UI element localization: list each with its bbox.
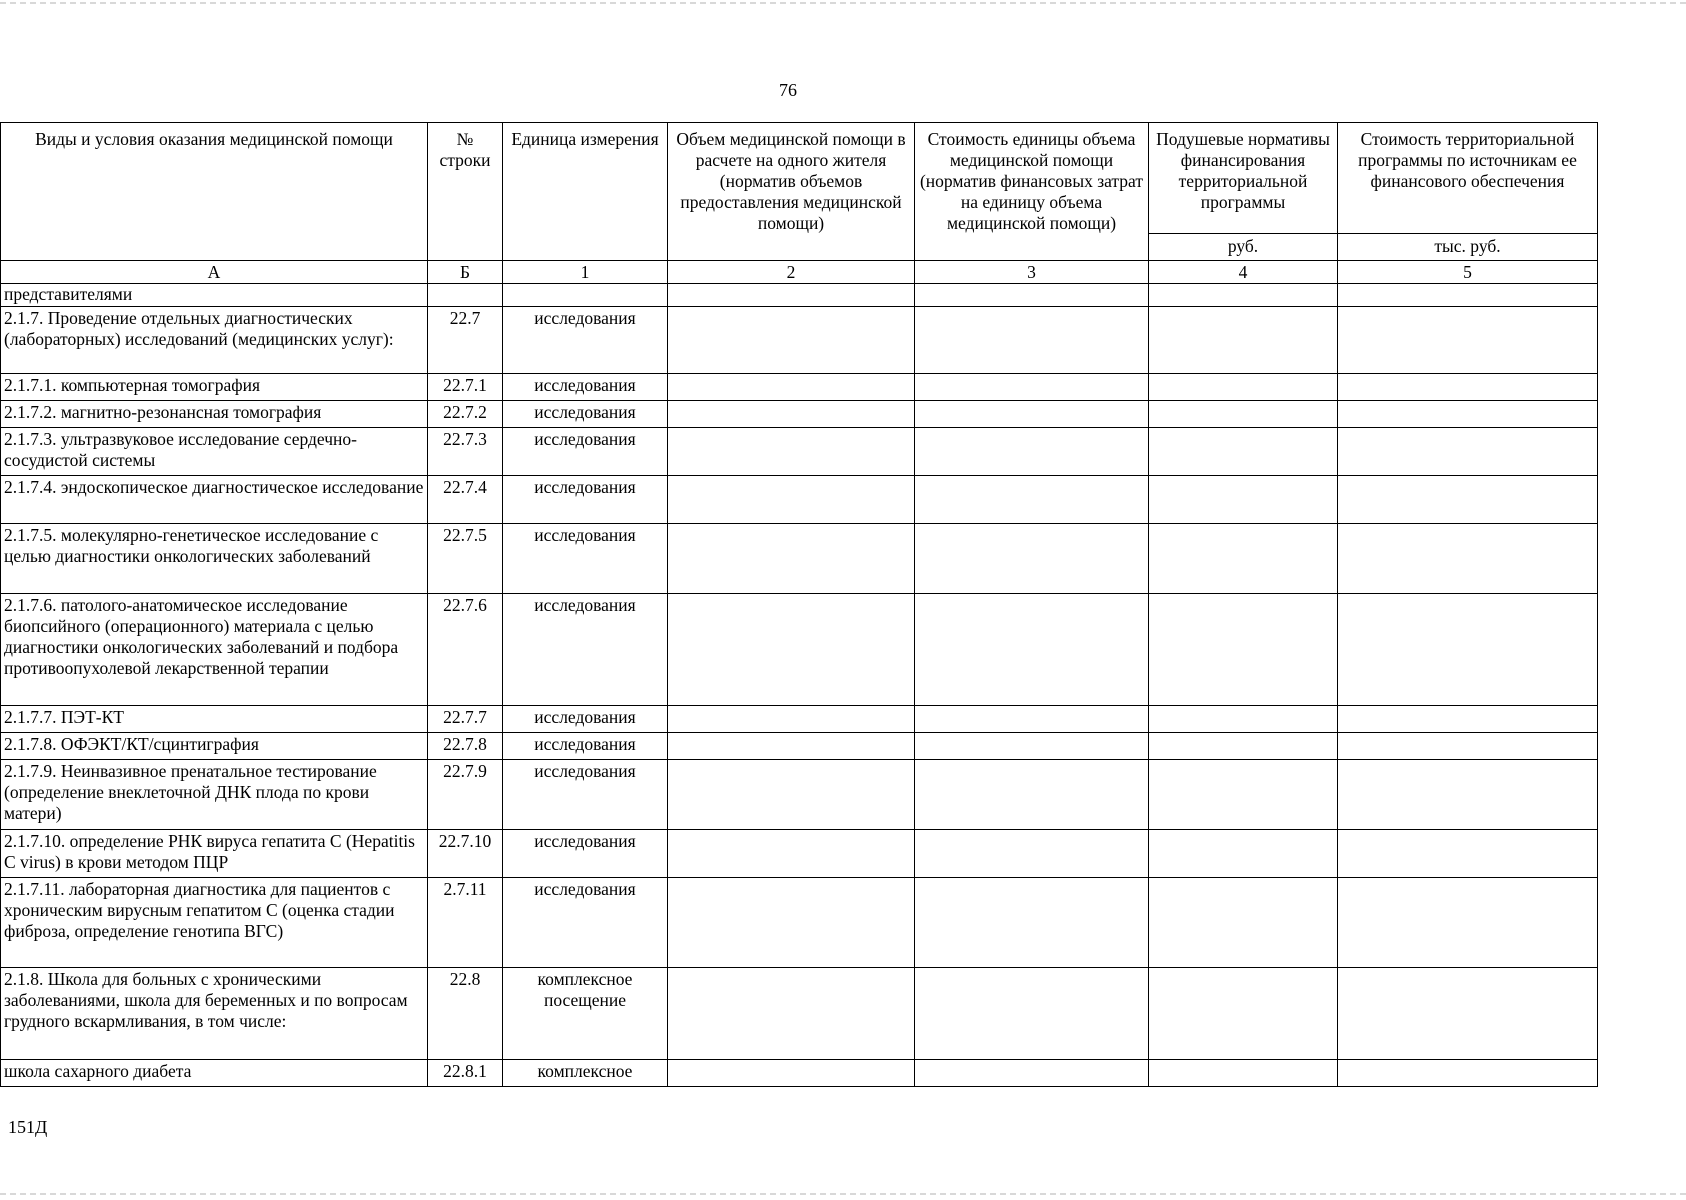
row-volume-cell	[668, 401, 915, 428]
row-program-cost-cell	[1338, 830, 1598, 878]
row-unit-cost-cell	[915, 524, 1149, 594]
row-name: 2.1.7.7. ПЭТ-КТ	[1, 706, 428, 733]
row-per-capita-cell	[1149, 374, 1338, 401]
row-unit-cost-cell	[915, 401, 1149, 428]
column-index: 5	[1338, 261, 1598, 284]
row-volume-cell	[668, 428, 915, 476]
row-unit-cost-cell	[915, 428, 1149, 476]
row-unit: исследования	[503, 706, 668, 733]
table-row	[1, 594, 1598, 706]
row-unit: комплексное посещение	[503, 968, 668, 1060]
row-number	[428, 284, 503, 307]
row-unit-cost-cell	[915, 374, 1149, 401]
row-unit: исследования	[503, 401, 668, 428]
row-name: представителями	[1, 284, 428, 307]
row-program-cost-cell	[1338, 733, 1598, 760]
header-program-cost: Стоимость территориальной программы по источникам ее финансового обеспечения	[1338, 123, 1598, 234]
table-row	[1, 706, 1598, 733]
row-program-cost-cell	[1338, 594, 1598, 706]
row-unit-cost-cell	[915, 878, 1149, 968]
header-unit: Единица измерения	[503, 123, 668, 261]
row-unit-cost-cell	[915, 1060, 1149, 1087]
row-volume-cell	[668, 594, 915, 706]
row-program-cost-cell	[1338, 476, 1598, 524]
row-volume-cell	[668, 524, 915, 594]
row-number: 22.7.2	[428, 401, 503, 428]
row-volume-cell	[668, 476, 915, 524]
row-volume-cell	[668, 374, 915, 401]
row-volume-cell	[668, 968, 915, 1060]
row-number: 22.7.3	[428, 428, 503, 476]
row-number: 2.7.11	[428, 878, 503, 968]
row-unit: исследования	[503, 428, 668, 476]
row-unit-cost-cell	[915, 760, 1149, 830]
column-index: 2	[668, 261, 915, 284]
page-number: 76	[779, 80, 797, 100]
row-program-cost-cell	[1338, 1060, 1598, 1087]
table-row	[1, 1060, 1598, 1087]
header-unit-thousand-rub: тыс. руб.	[1338, 234, 1598, 261]
table-row	[1, 307, 1598, 374]
row-program-cost-cell	[1338, 284, 1598, 307]
row-per-capita-cell	[1149, 830, 1338, 878]
row-unit: исследования	[503, 594, 668, 706]
column-index: 1	[503, 261, 668, 284]
row-name: 2.1.7.3. ультразвуковое исследование сердечно-сосудистой системы	[1, 428, 428, 476]
column-index: 3	[915, 261, 1149, 284]
row-name: 2.1.7.1. компьютерная томография	[1, 374, 428, 401]
row-program-cost-cell	[1338, 706, 1598, 733]
row-name: 2.1.7.6. патолого-анатомическое исследование биопсийного (операционного) материала с целью диагностики онкологических заболеваний и подбора противоопухолевой лекарственной терапии	[1, 594, 428, 706]
row-per-capita-cell	[1149, 878, 1338, 968]
row-volume-cell	[668, 878, 915, 968]
table-row	[1, 968, 1598, 1060]
row-program-cost-cell	[1338, 524, 1598, 594]
row-number: 22.7.5	[428, 524, 503, 594]
row-unit: исследования	[503, 374, 668, 401]
row-unit: комплексное	[503, 1060, 668, 1087]
row-volume-cell	[668, 1060, 915, 1087]
table-row	[1, 374, 1598, 401]
header-type-and-conditions: Виды и условия оказания медицинской помощи	[1, 123, 428, 261]
row-number: 22.7.6	[428, 594, 503, 706]
row-unit-cost-cell	[915, 706, 1149, 733]
medical-care-table-wrap	[0, 122, 1597, 1087]
row-per-capita-cell	[1149, 524, 1338, 594]
row-unit-cost-cell	[915, 830, 1149, 878]
table-row	[1, 476, 1598, 524]
row-per-capita-cell	[1149, 733, 1338, 760]
row-program-cost-cell	[1338, 968, 1598, 1060]
row-volume-cell	[668, 307, 915, 374]
row-name: 2.1.8. Школа для больных с хроническими заболеваниями, школа для беременных и по вопросам грудного вскармливания, в том числе:	[1, 968, 428, 1060]
row-unit: исследования	[503, 878, 668, 968]
header-per-capita-norms: Подушевые нормативы финансирования территориальной программы	[1149, 123, 1338, 234]
row-per-capita-cell	[1149, 968, 1338, 1060]
row-program-cost-cell	[1338, 428, 1598, 476]
row-unit-cost-cell	[915, 968, 1149, 1060]
row-number: 22.7	[428, 307, 503, 374]
row-per-capita-cell	[1149, 307, 1338, 374]
row-number: 22.7.8	[428, 733, 503, 760]
row-per-capita-cell	[1149, 1060, 1338, 1087]
row-program-cost-cell	[1338, 374, 1598, 401]
row-unit-cost-cell	[915, 307, 1149, 374]
row-name: 2.1.7.11. лабораторная диагностика для пациентов с хроническим вирусным гепатитом С (оценка стадии фиброза, определение генотипа ВГС)	[1, 878, 428, 968]
row-number: 22.7.1	[428, 374, 503, 401]
row-volume-cell	[668, 830, 915, 878]
row-unit: исследования	[503, 760, 668, 830]
row-unit-cost-cell	[915, 733, 1149, 760]
table-row	[1, 760, 1598, 830]
row-volume-cell	[668, 733, 915, 760]
column-index: 4	[1149, 261, 1338, 284]
table-row	[1, 284, 1598, 307]
row-unit: исследования	[503, 830, 668, 878]
table-body	[1, 284, 1598, 1087]
row-name: 2.1.7. Проведение отдельных диагностических (лабораторных) исследований (медицинских услуг):	[1, 307, 428, 374]
row-per-capita-cell	[1149, 428, 1338, 476]
row-unit: исследования	[503, 733, 668, 760]
row-name: 2.1.7.8. ОФЭКТ/КТ/сцинтиграфия	[1, 733, 428, 760]
row-unit: исследования	[503, 307, 668, 374]
row-per-capita-cell	[1149, 476, 1338, 524]
header-unit-cost: Стоимость единицы объема медицинской помощи (норматив финансовых затрат на единицу объема медицинской помощи)	[915, 123, 1149, 261]
row-unit: исследования	[503, 476, 668, 524]
row-number: 22.7.9	[428, 760, 503, 830]
column-index: Б	[428, 261, 503, 284]
row-number: 22.7.7	[428, 706, 503, 733]
table-row	[1, 524, 1598, 594]
row-volume-cell	[668, 760, 915, 830]
header-volume-per-resident: Объем медицинской помощи в расчете на одного жителя (норматив объемов предоставления медицинской помощи)	[668, 123, 915, 261]
header-unit-rub: руб.	[1149, 234, 1338, 261]
row-per-capita-cell	[1149, 594, 1338, 706]
row-unit-cost-cell	[915, 594, 1149, 706]
scan-edge-top	[0, 2, 1686, 4]
header-row-number: № строки	[428, 123, 503, 261]
row-number: 22.8	[428, 968, 503, 1060]
row-program-cost-cell	[1338, 307, 1598, 374]
row-unit-cost-cell	[915, 476, 1149, 524]
row-name: 2.1.7.2. магнитно-резонансная томография	[1, 401, 428, 428]
row-unit: исследования	[503, 524, 668, 594]
row-name: 2.1.7.4. эндоскопическое диагностическое исследование	[1, 476, 428, 524]
row-per-capita-cell	[1149, 284, 1338, 307]
table-row	[1, 733, 1598, 760]
row-program-cost-cell	[1338, 760, 1598, 830]
row-number: 22.7.10	[428, 830, 503, 878]
row-name: 2.1.7.5. молекулярно-генетическое исследование с целью диагностики онкологических заболеваний	[1, 524, 428, 594]
row-program-cost-cell	[1338, 878, 1598, 968]
column-index: А	[1, 261, 428, 284]
table-row	[1, 401, 1598, 428]
column-index-row	[1, 261, 1598, 284]
table-row	[1, 878, 1598, 968]
footer-code: 151Д	[8, 1117, 48, 1137]
row-name: 2.1.7.9. Неинвазивное пренатальное тестирование (определение внеклеточной ДНК плода по крови матери)	[1, 760, 428, 830]
row-per-capita-cell	[1149, 706, 1338, 733]
row-number: 22.7.4	[428, 476, 503, 524]
row-number: 22.8.1	[428, 1060, 503, 1087]
row-unit	[503, 284, 668, 307]
table-row	[1, 830, 1598, 878]
row-unit-cost-cell	[915, 284, 1149, 307]
row-volume-cell	[668, 284, 915, 307]
medical-care-table	[0, 122, 1598, 1087]
row-per-capita-cell	[1149, 760, 1338, 830]
scan-edge-bottom	[0, 1193, 1686, 1195]
table-row	[1, 428, 1598, 476]
row-program-cost-cell	[1338, 401, 1598, 428]
row-name: 2.1.7.10. определение РНК вируса гепатита С (Hepatitis C virus) в крови методом ПЦР	[1, 830, 428, 878]
row-volume-cell	[668, 706, 915, 733]
row-per-capita-cell	[1149, 401, 1338, 428]
row-name: школа сахарного диабета	[1, 1060, 428, 1087]
